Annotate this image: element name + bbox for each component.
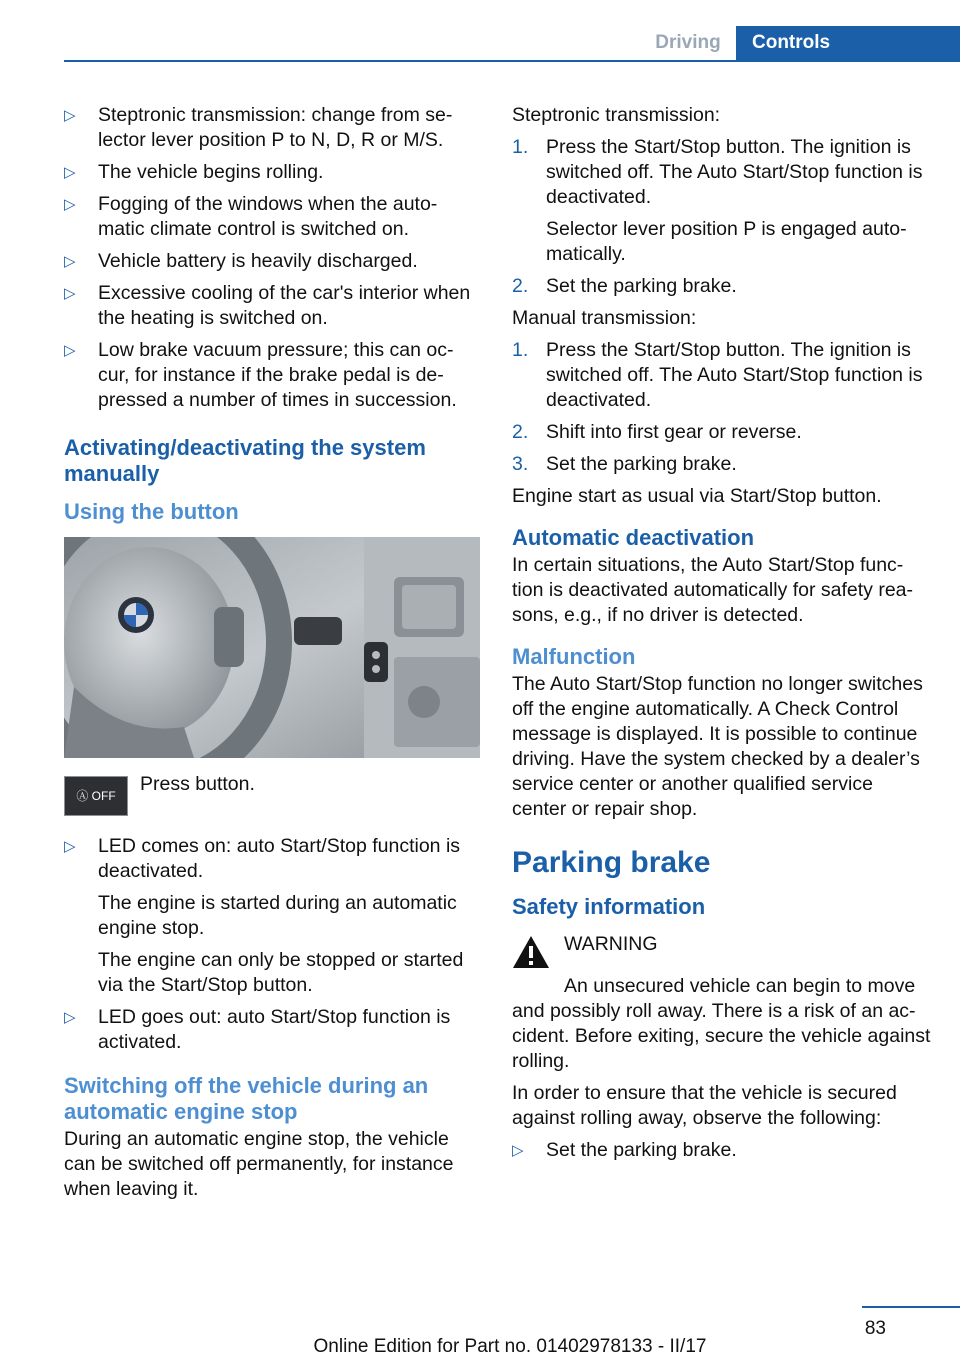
list-item bbox=[64, 192, 482, 242]
step-number: 1. bbox=[512, 339, 529, 361]
heading-automatic-deactivation: Automatic deactivation bbox=[512, 525, 755, 550]
list-item bbox=[64, 338, 482, 413]
page-number-rule bbox=[862, 1306, 960, 1308]
press-button-row bbox=[64, 773, 482, 816]
bullet-marker: ▷ bbox=[64, 196, 76, 213]
warning-triangle-icon bbox=[512, 934, 550, 970]
press-button-text: Press button. bbox=[140, 773, 255, 795]
list-item-text: Set the parking brake. bbox=[546, 453, 737, 475]
list-item-text: Fogging of the windows when the auto‐matic climate control is switched on. bbox=[98, 193, 438, 240]
bullet-marker: ▷ bbox=[64, 253, 76, 270]
steptronic-label: Steptronic transmission: bbox=[512, 104, 721, 126]
heading-safety-information: Safety information bbox=[512, 894, 706, 919]
list-item-text: Set the parking brake. bbox=[546, 1139, 737, 1161]
heading-activating: Activating/deactivating the system manually bbox=[64, 435, 426, 486]
heading-switching-off: Switching off the vehicle during an automatic engine stop bbox=[64, 1073, 429, 1124]
list-item bbox=[64, 834, 482, 998]
auto-start-stop-off-icon: Ⓐ OFF bbox=[64, 776, 128, 816]
steptronic-steps bbox=[512, 135, 932, 299]
header-section-driving[interactable]: Driving bbox=[655, 32, 721, 53]
warning-label: WARNING bbox=[564, 933, 658, 955]
ensure-text: In order to ensure that the vehicle is secured against rolling away, observe the following: bbox=[512, 1082, 897, 1129]
list-item bbox=[512, 420, 932, 445]
manual-steps bbox=[512, 338, 932, 477]
bullet-marker: ▷ bbox=[64, 285, 76, 302]
list-item-text: Excessive cooling of the car's interior when the heating is switched on. bbox=[98, 282, 471, 329]
list-item-subtext: Selector lever position P is engaged auto‐matically. bbox=[546, 218, 907, 265]
list-item-text: Set the parking brake. bbox=[546, 275, 737, 297]
list-item-subtext: The engine can only be stopped or started via the Start/Stop button. bbox=[98, 949, 464, 996]
list-item-text: Press the Start/Stop button. The ignition is switched off. The Auto Start/Stop function is deactivated. bbox=[546, 136, 923, 208]
bullet-marker: ▷ bbox=[64, 838, 76, 855]
steering-wheel-photo bbox=[64, 537, 480, 758]
conditions-list bbox=[64, 103, 482, 413]
list-item bbox=[64, 160, 482, 185]
list-item bbox=[512, 274, 932, 299]
left-column bbox=[64, 103, 482, 1209]
heading-parking-brake: Parking brake bbox=[512, 846, 711, 879]
led-list bbox=[64, 834, 482, 1055]
bullet-marker: ▷ bbox=[64, 342, 76, 359]
list-item-text: Vehicle battery is heavily discharged. bbox=[98, 250, 418, 272]
list-item-text: Shift into first gear or reverse. bbox=[546, 421, 802, 443]
switching-off-text: During an automatic engine stop, the vehicle can be switched off permanently, for instance when leaving it. bbox=[64, 1128, 454, 1200]
automatic-deactivation-text: In certain situations, the Auto Start/Stop func‐tion is deactivated automatically for safety rea‐sons, e.g., if no driver is detected. bbox=[512, 554, 914, 626]
list-item-text: Press the Start/Stop button. The ignition is switched off. The Auto Start/Stop function is deactivated. bbox=[546, 339, 923, 411]
bullet-marker: ▷ bbox=[64, 1009, 76, 1026]
bullet-marker: ▷ bbox=[512, 1142, 524, 1159]
warning-text: An unsecured vehicle can begin to move and possibly roll away. There is a risk of an ac‐cident. Before exiting, secure the vehicle against rolling. bbox=[512, 975, 931, 1072]
list-item bbox=[64, 249, 482, 274]
list-item-text: Steptronic transmission: change from se‐lector lever position P to N, D, R or M/S. bbox=[98, 104, 453, 151]
list-item bbox=[512, 338, 932, 413]
warning-row bbox=[512, 932, 932, 970]
malfunction-text: The Auto Start/Stop function no longer switches off the engine automatically. A Check Control message is displayed. It is possible to continue driving. Have the system checked by a dealer’s service center or another qualified service center or repair shop. bbox=[512, 673, 923, 820]
list-item bbox=[64, 281, 482, 331]
list-item bbox=[64, 103, 482, 153]
list-item-text: Low brake vacuum pressure; this can oc‐cur, for instance if the brake pedal is de‐pressed a number of times in succession. bbox=[98, 339, 457, 411]
heading-using-button: Using the button bbox=[64, 499, 239, 524]
right-column bbox=[512, 103, 932, 1170]
step-number: 1. bbox=[512, 136, 529, 158]
manual-label: Manual transmission: bbox=[512, 307, 697, 329]
header-chapter-controls[interactable]: Controls bbox=[736, 26, 960, 62]
list-item-text: The vehicle begins rolling. bbox=[98, 161, 324, 183]
list-item bbox=[512, 135, 932, 267]
footer-edition: Online Edition for Part no. 01402978133 - II/17 bbox=[313, 1336, 707, 1357]
list-item bbox=[512, 452, 932, 477]
list-item-text: LED goes out: auto Start/Stop function is activated. bbox=[98, 1006, 451, 1053]
list-item bbox=[512, 1138, 932, 1163]
bullet-marker: ▷ bbox=[64, 164, 76, 181]
step-number: 2. bbox=[512, 275, 529, 297]
list-item-text: LED comes on: auto Start/Stop function is deactivated. bbox=[98, 835, 461, 882]
step-number: 2. bbox=[512, 421, 529, 443]
heading-malfunction: Malfunction bbox=[512, 644, 636, 669]
bullet-marker: ▷ bbox=[64, 107, 76, 124]
list-item-subtext: The engine is started during an automatic engine stop. bbox=[98, 892, 457, 939]
page-number: 83 bbox=[864, 1318, 886, 1339]
engine-start-text: Engine start as usual via Start/Stop button. bbox=[512, 485, 882, 507]
step-number: 3. bbox=[512, 453, 529, 475]
list-item bbox=[64, 1005, 482, 1055]
